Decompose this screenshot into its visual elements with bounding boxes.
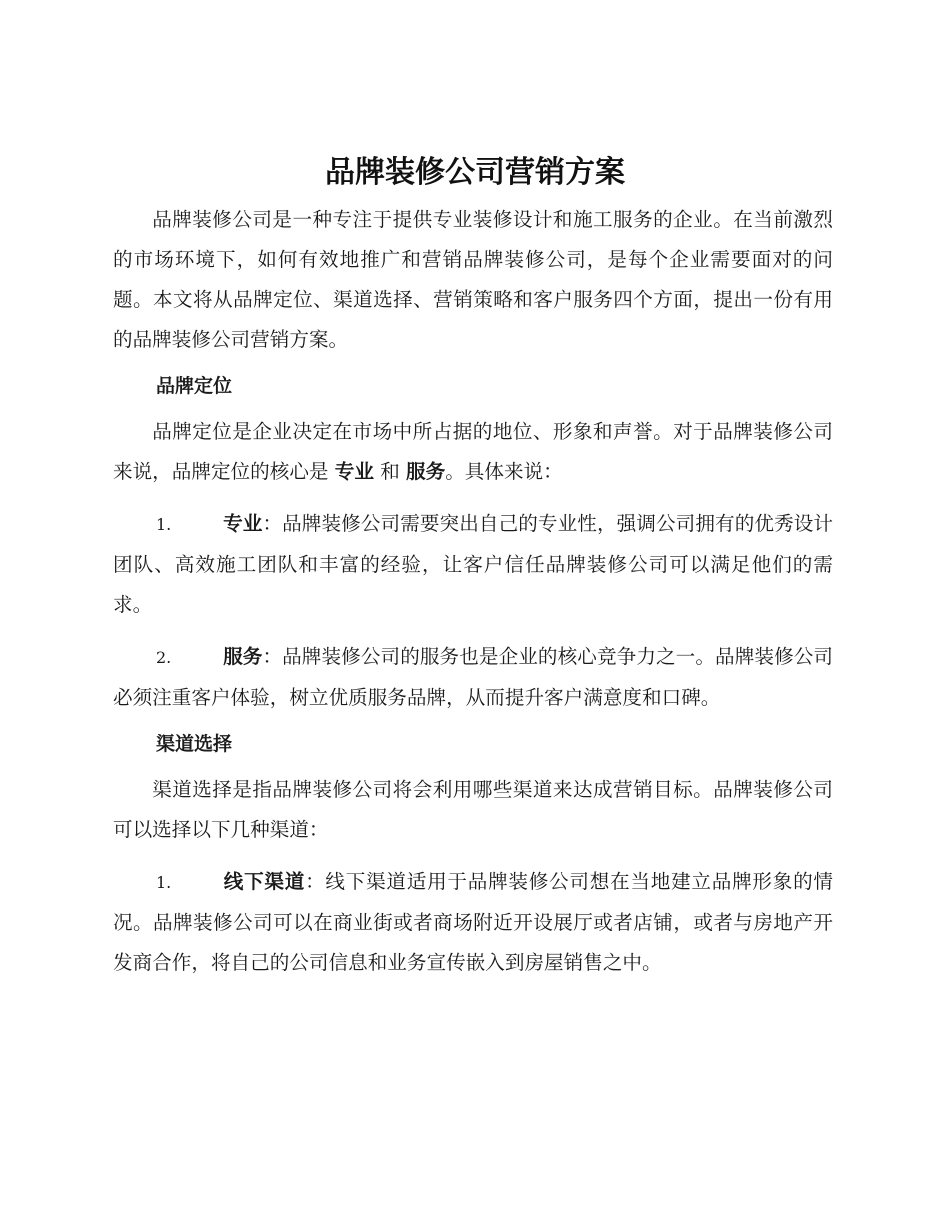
list-number: 1. <box>156 515 172 534</box>
list-text: ：线下渠道适用于品牌装修公司想在当地建立品牌形象的情况。品牌装修公司可以在商业街或者商场附近开设展厅或者店铺，或者与房地产开发商合作，将自己的公司信息和业务宣传嵌入到房屋销售之中。 <box>113 870 834 974</box>
list-number: 1. <box>156 873 172 892</box>
keyword-service: 服务 <box>406 460 446 483</box>
list-text: ：品牌装修公司需要突出自己的专业性，强调公司拥有的优秀设计团队、高效施工团队和丰富的经验，让客户信任品牌装修公司可以满足他们的需求。 <box>113 512 834 616</box>
list-item <box>113 504 833 625</box>
document-title: 品牌装修公司营销方案 <box>325 155 625 190</box>
list-term: 专业 <box>223 512 263 535</box>
list-text: ：品牌装修公司的服务也是企业的核心竞争力之一。品牌装修公司必须注重客户体验，树立优质服务品牌，从而提升客户满意度和口碑。 <box>113 645 834 709</box>
keyword-professional: 专业 <box>334 460 374 483</box>
paragraph-text: 。具体来说： <box>445 460 563 483</box>
list-item <box>113 862 833 983</box>
section-heading-channel-selection: 渠道选择 <box>156 733 233 755</box>
list-item <box>113 637 833 718</box>
document-body <box>113 200 833 983</box>
list-number: 2. <box>156 648 172 667</box>
list-term: 线下渠道 <box>223 870 306 893</box>
paragraph-text: 品牌定位是企业决定在市场中所占据的地位、形象和声誉。对于品牌装修公司来说，品牌定位的核心是 <box>113 420 833 483</box>
intro-paragraph: 品牌装修公司是一种专注于提供专业装修设计和施工服务的企业。在当前激烈的市场环境下，如何有效地推广和营销品牌装修公司，是每个企业需要面对的问题。本文将从品牌定位、渠道选择、营销策略和客户服务四个方面，提出一份有用的品牌装修公司营销方案。 <box>113 208 833 351</box>
brand-positioning-paragraph <box>113 412 833 492</box>
conjunction-text: 和 <box>380 460 400 483</box>
channel-selection-paragraph: 渠道选择是指品牌装修公司将会利用哪些渠道来达成营销目标。品牌装修公司可以选择以下几种渠道： <box>113 778 833 841</box>
list-term: 服务 <box>223 645 263 668</box>
section-heading-brand-positioning: 品牌定位 <box>156 375 233 397</box>
